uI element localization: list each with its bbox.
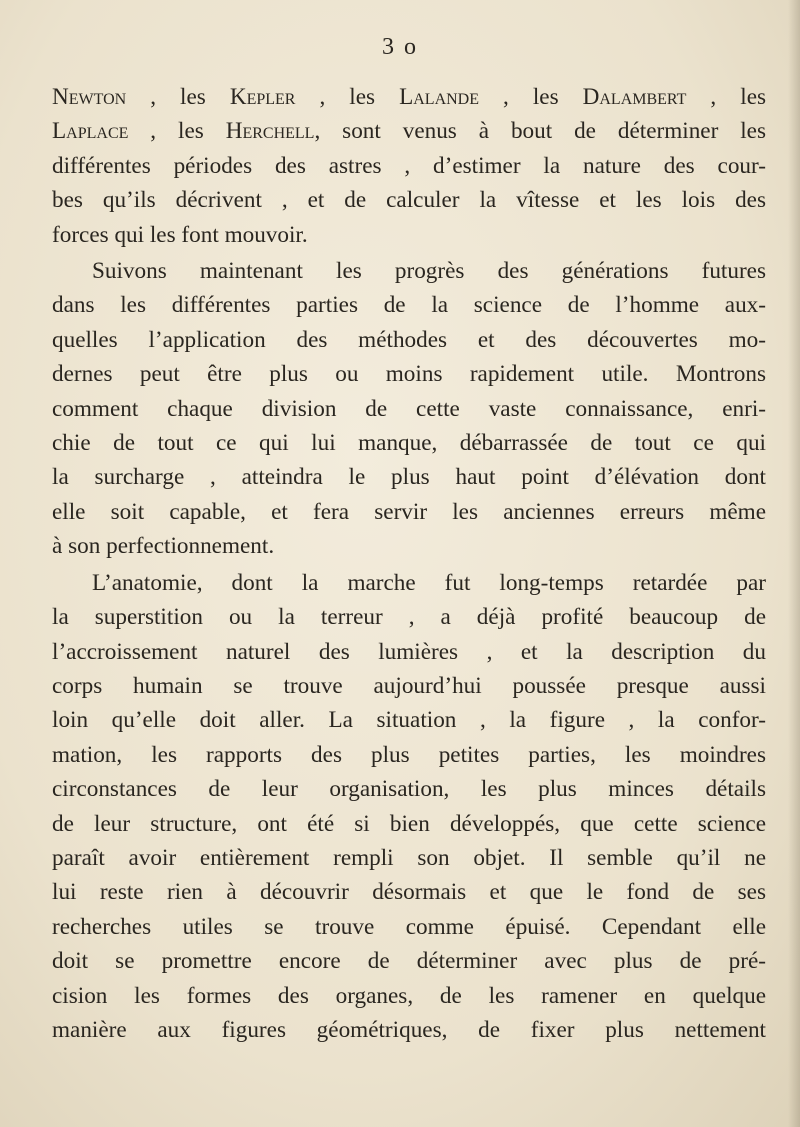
text-line: Newton , les Kepler , les Lalande , les Dalambert , les bbox=[52, 84, 767, 110]
paragraph bbox=[52, 566, 766, 1048]
text-line: Laplace , les Herchell, sont venus à bout de déterminer les bbox=[52, 118, 766, 145]
text-line: corps humain se trouve aujourd’hui poussée presque aussi bbox=[52, 672, 766, 699]
text-line: paraît avoir entièrement rempli son objet. Il semble qu’il ne bbox=[52, 844, 766, 871]
text-line: circonstances de leur organisation, les plus minces détails bbox=[52, 776, 766, 803]
text-line: bes qu’ils décrivent , et de calculer la vîtesse et les lois des bbox=[52, 187, 766, 214]
text-line: dans les différentes parties de la science de l’homme aux- bbox=[52, 292, 766, 319]
text-line: la surcharge , atteindra le plus haut point d’élévation dont bbox=[52, 464, 766, 491]
page-number: 3 o bbox=[382, 34, 418, 60]
body-text bbox=[52, 80, 766, 1047]
text-line: dernes peut être plus ou moins rapidement utile. Montrons bbox=[52, 361, 766, 388]
text-line: forces qui les font mouvoir. bbox=[52, 221, 308, 248]
text-line: à son perfectionnement. bbox=[52, 533, 275, 560]
text-line: différentes périodes des astres , d’estimer la nature des cour- bbox=[52, 152, 766, 179]
text-line: L’anatomie, dont la marche fut long-temps retardée par bbox=[92, 569, 766, 596]
page-spine-shadow bbox=[788, 0, 800, 1127]
text-line: Suivons maintenant les progrès des générations futures bbox=[92, 258, 766, 285]
text-line: chie de tout ce qui lui manque, débarrassée de tout ce qui bbox=[52, 430, 766, 457]
text-line: l’accroissement naturel des lumières , et la description du bbox=[52, 638, 766, 665]
text-line: loin qu’elle doit aller. La situation , la figure , la confor- bbox=[52, 707, 766, 734]
text-line: manière aux figures géométriques, de fixer plus nettement bbox=[52, 1016, 766, 1043]
text-line: de leur structure, ont été si bien développés, que cette science bbox=[52, 810, 766, 837]
text-line: cision les formes des organes, de les ramener en quelque bbox=[52, 982, 766, 1009]
text-line: elle soit capable, et fera servir les anciennes erreurs même bbox=[52, 498, 766, 525]
text-line: mation, les rapports des plus petites parties, les moindres bbox=[52, 741, 766, 768]
paragraph bbox=[52, 254, 766, 564]
text-line: comment chaque division de cette vaste connaissance, enri- bbox=[52, 395, 766, 422]
text-line: la superstition ou la terreur , a déjà profité beaucoup de bbox=[52, 604, 766, 631]
text-line: recherches utiles se trouve comme épuisé. Cependant elle bbox=[52, 913, 766, 940]
paragraph bbox=[52, 80, 766, 252]
text-line: quelles l’application des méthodes et des découvertes mo- bbox=[52, 326, 766, 353]
text-line: lui reste rien à découvrir désormais et que le fond de ses bbox=[52, 879, 766, 906]
text-line: doit se promettre encore de déterminer avec plus de pré- bbox=[52, 948, 766, 975]
